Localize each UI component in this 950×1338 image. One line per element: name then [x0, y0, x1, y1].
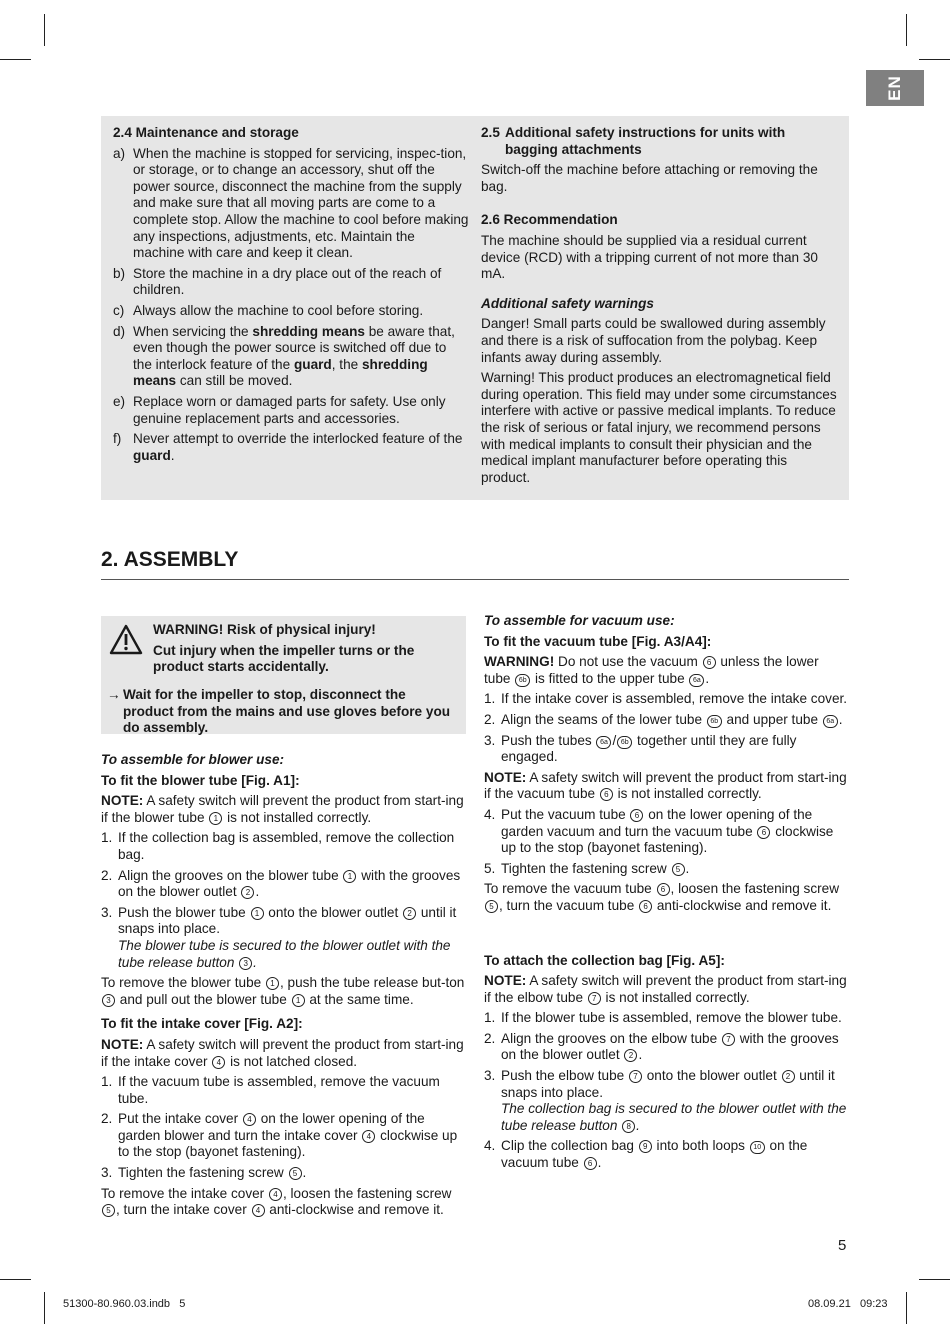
- page-number: 5: [838, 1237, 847, 1254]
- note: NOTE: A safety switch will prevent the product from start-ing if the vacuum tube 6 is not installed correctly.: [484, 769, 847, 802]
- footer-timestamp: 08.09.21 09:23: [808, 1298, 888, 1310]
- list-item: 3. Push the blower tube 1 onto the blower outlet 2 until it snaps into place. The blower tube is secured to the blower outlet with the tube release button 3 .: [101, 904, 457, 970]
- list-item: 4. Put the vacuum tube 6 on the lower opening of the garden vacuum and turn the vacuum tube 6 clockwise up to the stop (bayonet fastening).: [484, 806, 834, 856]
- removal-text: To remove the blower tube 1 , push the tube release but-ton 3 and pull out the blower tube 1 at the same time.: [101, 975, 465, 1007]
- crop-mark: [0, 59, 31, 60]
- crop-mark: [919, 1279, 950, 1280]
- list-item: 1. If the vacuum tube is assembled, remove the vacuum tube.: [101, 1074, 440, 1106]
- list-item: c) Always allow the machine to cool before storing.: [113, 302, 424, 318]
- list-item: b) Store the machine in a dry place out of the reach of children.: [113, 265, 442, 298]
- danger-text: Danger! Small parts could be swallowed during assembly and there is a risk of suffocation from the polybag. Keep infants away during assembly.: [481, 316, 826, 365]
- collection-bag-title: To attach the collection bag [Fig. A5]:: [484, 952, 725, 968]
- bagging-heading: 2.5 Additional safety instructions for units with bagging attachments: [481, 125, 786, 157]
- warning-text: Warning! This product produces an electromagnetical field during operation. This field may under some circumstances interfere with active or passive medical implants. To reduce the risk of serious or fatal injury, we recommend persons with medical implants to consult their physician and the medical implant manufacturer before operating this product.: [481, 370, 837, 485]
- list-item: 4. Clip the collection bag 9 into both loops 10 on the vacuum tube 6 .: [484, 1138, 808, 1171]
- maintenance-heading: 2.4 Maintenance and storage: [113, 125, 299, 140]
- intake-cover-title: To fit the intake cover [Fig. A2]:: [101, 1016, 303, 1032]
- language-code: EN: [885, 75, 904, 101]
- list-item: 1. If the intake cover is assembled, remove the intake cover.: [484, 691, 848, 707]
- list-item: 1. If the collection bag is assembled, remove the collection bag.: [101, 830, 455, 862]
- list-item: 3. Push the elbow tube 7 onto the blower outlet 2 until it snaps into place. The collection bag is secured to the blower outlet with the tube release button 8 .: [484, 1068, 847, 1133]
- warning-box: [101, 616, 466, 734]
- warning-hazard: Cut injury when the impeller turns or the product starts accidentally.: [153, 642, 415, 675]
- blower-column: [101, 752, 465, 1223]
- warning-action: → Wait for the impeller to stop, disconnect the product from the mains and use gloves before you do assembly.: [107, 687, 451, 736]
- recommendation-heading: 2.6 Recommendation: [481, 212, 618, 228]
- removal-text: To remove the intake cover 4 , loosen the fastening screw 5 , turn the intake cover 4 anti-clockwise and remove it.: [101, 1185, 452, 1218]
- warning-title: WARNING! Risk of physical injury!: [153, 622, 376, 637]
- warning-triangle-icon: [109, 624, 143, 656]
- crop-mark: [919, 59, 950, 60]
- list-item: a) When the machine is stopped for servicing, inspec-tion, or storage, or to change an accessory, shut off the power source, disconnect the machine from the supply and make sure that all moving parts are come to a complete stop. Allow the machine to cool before making any inspections, adjustments, etc. Maintain the machine with care and keep it clean.: [113, 145, 469, 261]
- list-item: 5. Tighten the fastening screw 5 .: [484, 860, 690, 876]
- list-item: f) Never attempt to override the interlocked feature of the guard.: [113, 431, 463, 463]
- additional-warnings-heading: Additional safety warnings: [481, 295, 654, 311]
- list-item: d) When servicing the shredding means be aware that, even though the power source is switched off due to the interlock feature of the guard, the shredding means can still be moved.: [113, 323, 455, 389]
- list-item: 2. Align the grooves on the elbow tube 7 with the grooves on the blower outlet 2 .: [484, 1030, 839, 1063]
- footer-file: 51300-80.960.03.indb 5: [63, 1298, 186, 1310]
- blower-tube-title: To fit the blower tube [Fig. A1]:: [101, 772, 300, 788]
- bagging-text: Switch-off the machine before attaching or removing the bag.: [481, 162, 818, 194]
- vacuum-column: [484, 613, 848, 1176]
- list-item: 1. If the blower tube is assembled, remove the blower tube.: [484, 1010, 842, 1026]
- note: NOTE: A safety switch will prevent the product from start-ing if the intake cover 4 is not latched closed.: [101, 1036, 464, 1069]
- crop-mark: [906, 1292, 907, 1324]
- list-item: 2. Align the seams of the lower tube 6b and upper tube 6a .: [484, 711, 843, 727]
- safety-column: [481, 125, 837, 490]
- list-item: 3. Tighten the fastening screw 5 .: [101, 1165, 307, 1181]
- note: NOTE: A safety switch will prevent the product from start-ing if the blower tube 1 is not installed correctly.: [101, 793, 464, 825]
- section-title: 2. ASSEMBLY: [101, 548, 239, 571]
- maintenance-column: [113, 125, 469, 468]
- blower-heading: To assemble for blower use:: [101, 752, 285, 767]
- note: NOTE: A safety switch will prevent the product from start-ing if the elbow tube 7 is not installed correctly.: [484, 973, 847, 1005]
- crop-mark: [44, 1292, 45, 1324]
- warning-note: WARNING! Do not use the vacuum 6 unless the lower tube 6b is fitted to the upper tube 6a .: [484, 654, 819, 686]
- removal-text: To remove the vacuum tube 6 , loosen the fastening screw 5 , turn the vacuum tube 6 anti-clockwise and remove it.: [484, 881, 840, 913]
- list-item: 3. Push the tubes 6a / 6b together until they are fully engaged.: [484, 732, 797, 765]
- list-item: 2. Put the intake cover 4 on the lower opening of the garden blower and turn the intake cover 4 clockwise up to the stop (bayonet fastening).: [101, 1111, 458, 1160]
- language-tab: [866, 70, 924, 106]
- crop-mark: [906, 14, 907, 46]
- vacuum-tube-title: To fit the vacuum tube [Fig. A3/A4]:: [484, 633, 712, 649]
- list-item: e) Replace worn or damaged parts for safety. Use only genuine replacement parts and accessories.: [113, 393, 446, 426]
- list-item: 2. Align the grooves on the blower tube 1 with the grooves on the blower outlet 2 .: [101, 867, 461, 900]
- section-divider: [101, 579, 849, 580]
- arrow-icon: →: [107, 687, 121, 702]
- recommendation-text: The machine should be supplied via a residual current device (RCD) with a tripping current of not more than 30 mA.: [481, 232, 818, 282]
- crop-mark: [0, 1279, 31, 1280]
- crop-mark: [44, 14, 45, 46]
- vacuum-heading: To assemble for vacuum use:: [484, 613, 675, 628]
